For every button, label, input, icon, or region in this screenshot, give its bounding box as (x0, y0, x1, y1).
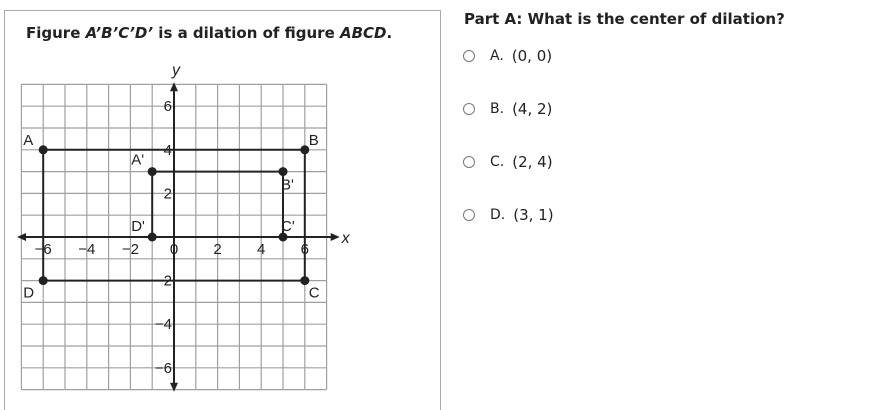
point-a (39, 145, 48, 154)
choice-d-letter: D. (490, 207, 506, 223)
caption-suffix: . (386, 24, 393, 42)
radio-circle-icon[interactable] (463, 103, 475, 115)
choice-d[interactable] (463, 206, 554, 224)
choice-a-letter: A. (490, 48, 504, 64)
choice-a-value: (0, 0) (511, 47, 553, 65)
point-label-c-prime: C' (281, 218, 295, 235)
y-tick-label: 2 (163, 185, 172, 203)
caption-image-figure: A’B’C’D’ (85, 24, 154, 42)
point-label-b-prime: B' (281, 176, 294, 194)
y-axis-up-arrow-icon (170, 82, 178, 91)
y-tick-label: 6 (163, 98, 172, 116)
caption-middle: is a dilation of figure (158, 24, 335, 42)
y-tick-label: −6 (154, 359, 172, 377)
x-tick-label: −2 (121, 241, 139, 258)
choice-a[interactable] (463, 47, 552, 65)
caption-prefix: Figure (26, 24, 81, 42)
point-d (39, 276, 48, 285)
y-axis-down-arrow-icon (170, 383, 178, 392)
point-label-c: C (308, 284, 320, 302)
x-tick-label: 4 (257, 241, 266, 258)
radio-circle-icon[interactable] (463, 156, 475, 168)
x-tick-label: 6 (300, 241, 309, 258)
x-tick-label: 0 (169, 241, 179, 258)
point-label-a-prime: A' (131, 151, 145, 169)
y-tick-label: −4 (154, 316, 172, 334)
caption-original-figure: ABCD (340, 24, 387, 42)
question-part-label: Part A (464, 10, 517, 28)
point-label-d: D (23, 284, 35, 302)
y-tick-label: 4 (163, 141, 172, 159)
choice-b-value: (4, 2) (512, 100, 553, 118)
x-tick-label: −6 (34, 241, 52, 258)
point-label-b: B (308, 131, 319, 149)
x-axis-right-arrow-icon (331, 233, 340, 241)
choice-b[interactable] (463, 100, 552, 118)
radio-circle-icon[interactable] (463, 50, 475, 62)
choice-c-letter: C. (490, 154, 505, 170)
point-b-prime (279, 167, 288, 176)
point-a-prime (148, 167, 157, 176)
radio-circle-icon[interactable] (463, 209, 475, 221)
x-axis-label: x (341, 230, 350, 247)
point-label-a: A (23, 131, 34, 149)
x-tick-label: −4 (78, 241, 96, 258)
question-text: : What is the center of dilation? (516, 10, 785, 28)
choice-c-value: (2, 4) (512, 153, 553, 171)
point-d-prime (148, 233, 157, 242)
choice-c[interactable] (463, 153, 553, 171)
choice-d-value: (3, 1) (513, 206, 554, 224)
x-tick-label: 2 (213, 241, 222, 258)
y-axis-label: y (172, 61, 180, 79)
y-tick-label: −2 (154, 272, 172, 290)
point-label-d-prime: D' (131, 218, 145, 235)
question-prompt (464, 10, 785, 28)
choice-b-letter: B. (490, 101, 505, 117)
